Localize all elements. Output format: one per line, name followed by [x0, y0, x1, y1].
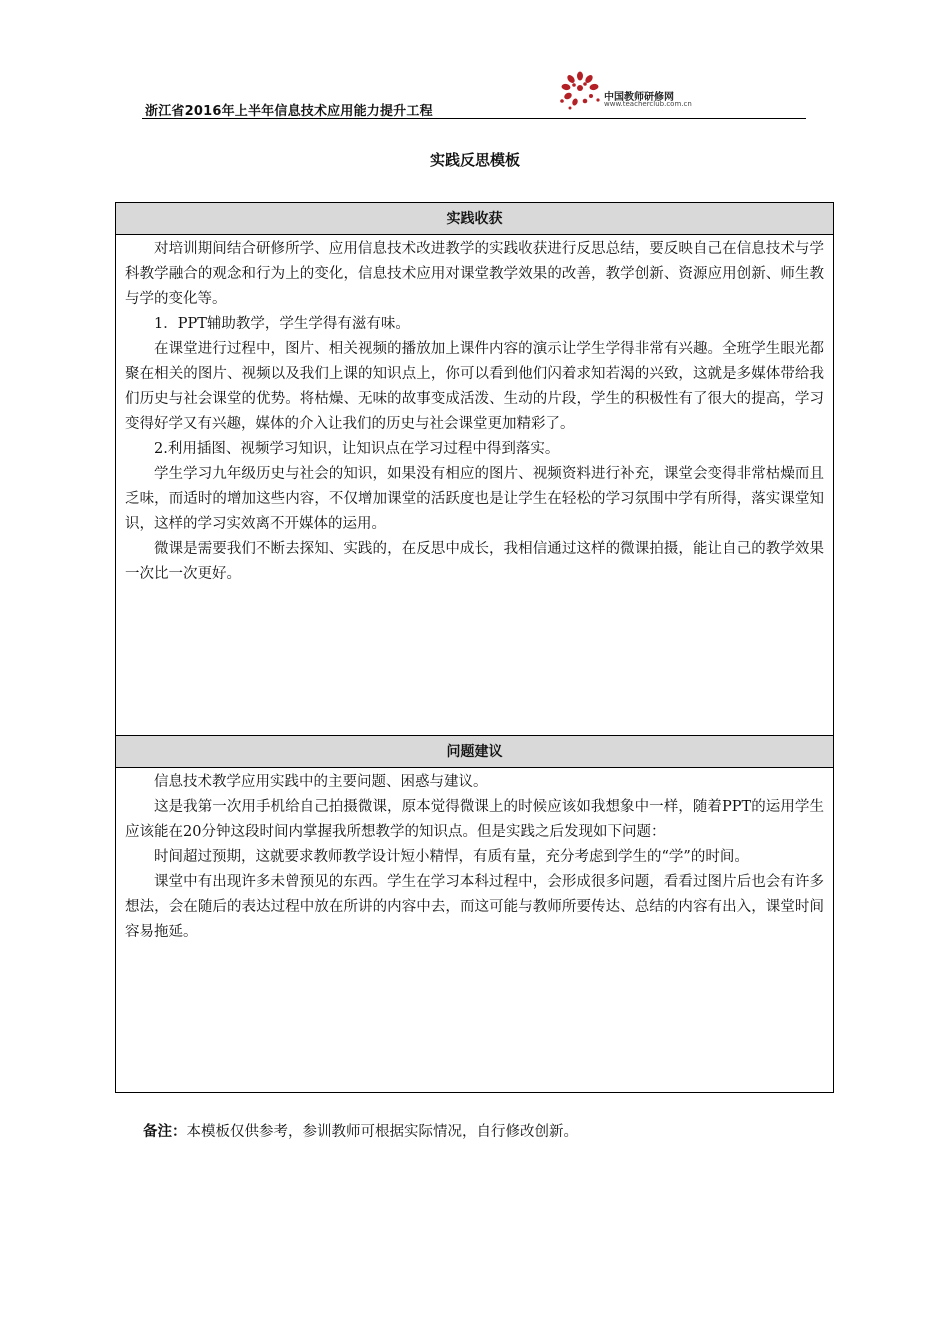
section-heading-problems-suggestions: 问题建议 [116, 735, 833, 768]
footnote [143, 1120, 578, 1141]
logo-name: 中国教师研修网 [604, 92, 674, 103]
paragraph: 时间超过预期，这就要求教师教学设计短小精悍，有质有量，充分考虑到学生的“学”的时间。 [154, 849, 749, 865]
footnote-text: 本模板仅供参考，参训教师可根据实际情况，自行修改创新。 [186, 1124, 578, 1140]
section-body-problems-suggestions [125, 770, 824, 945]
logo-url: www.teacherclub.com.cn [604, 100, 692, 108]
paragraph: 2.利用插图、视频学习知识，让知识点在学习过程中得到落实。 [154, 441, 560, 457]
paragraph: 在课堂进行过程中，图片、相关视频的播放加上课件内容的演示让学生学得非常有兴趣。全班学生眼光都聚在相关的图片、视频以及我们上课的知识点上，你可以看到他们闪着求知若渴的兴致，这就是多媒体带给我们历史与社会课堂的优势。将枯燥、无味的故事变成活泼、生动的片段，学生的积极性有了很大的提高，学习变得好学又有兴趣，媒体的介入让我们的历史与社会课堂更加精彩了。 [125, 341, 824, 432]
paragraph: 微课是需要我们不断去探知、实践的，在反思中成长，我相信通过这样的微课拍摄，能让自己的教学效果一次比一次更好。 [125, 541, 824, 582]
paragraph: 信息技术教学应用实践中的主要问题、困惑与建议。 [154, 774, 488, 790]
reflection-table [115, 202, 834, 1093]
header-title: 浙江省2016年上半年信息技术应用能力提升工程 [145, 104, 433, 119]
paragraph: 这是我第一次用手机给自己拍摄微课，原本觉得微课上的时候应该如我想象中一样，随着PPT的运用学生应该能在20分钟这段时间内掌握我所想教学的知识点。但是实践之后发现如下问题： [125, 799, 824, 840]
document-title: 实践反思模板 [429, 151, 520, 169]
paragraph: 对培训期间结合研修所学、应用信息技术改进教学的实践收获进行反思总结，要反映自己在信息技术与学科教学融合的观念和行为上的变化，信息技术应用对课堂教学效果的改善，教学创新、资源应用创新、师生教与学的变化等。 [125, 241, 824, 307]
footnote-label: 备注： [143, 1124, 187, 1140]
header-divider [142, 118, 806, 119]
page-header [142, 70, 806, 120]
flower-logo-icon [558, 70, 604, 112]
paragraph: 1．PPT辅助教学，学生学得有滋有味。 [154, 316, 410, 332]
section-body-practice-gains [125, 237, 824, 587]
paragraph: 学生学习九年级历史与社会的知识，如果没有相应的图片、视频资料进行补充，课堂会变得非常枯燥而且乏味，而适时的增加这些内容，不仅增加课堂的活跃度也是让学生在轻松的学习氛围中学有所得，落实课堂知识，这样的学习实效离不开媒体的运用。 [125, 466, 824, 532]
paragraph: 课堂中有出现许多未曾预见的东西。学生在学习本科过程中，会形成很多问题，看看过图片后也会有许多想法，会在随后的表达过程中放在所讲的内容中去，而这可能与教师所要传达、总结的内容有出入，课堂时间容易拖延。 [125, 874, 824, 940]
section-heading-practice-gains: 实践收获 [116, 203, 833, 235]
teacherclub-logo [558, 70, 708, 114]
